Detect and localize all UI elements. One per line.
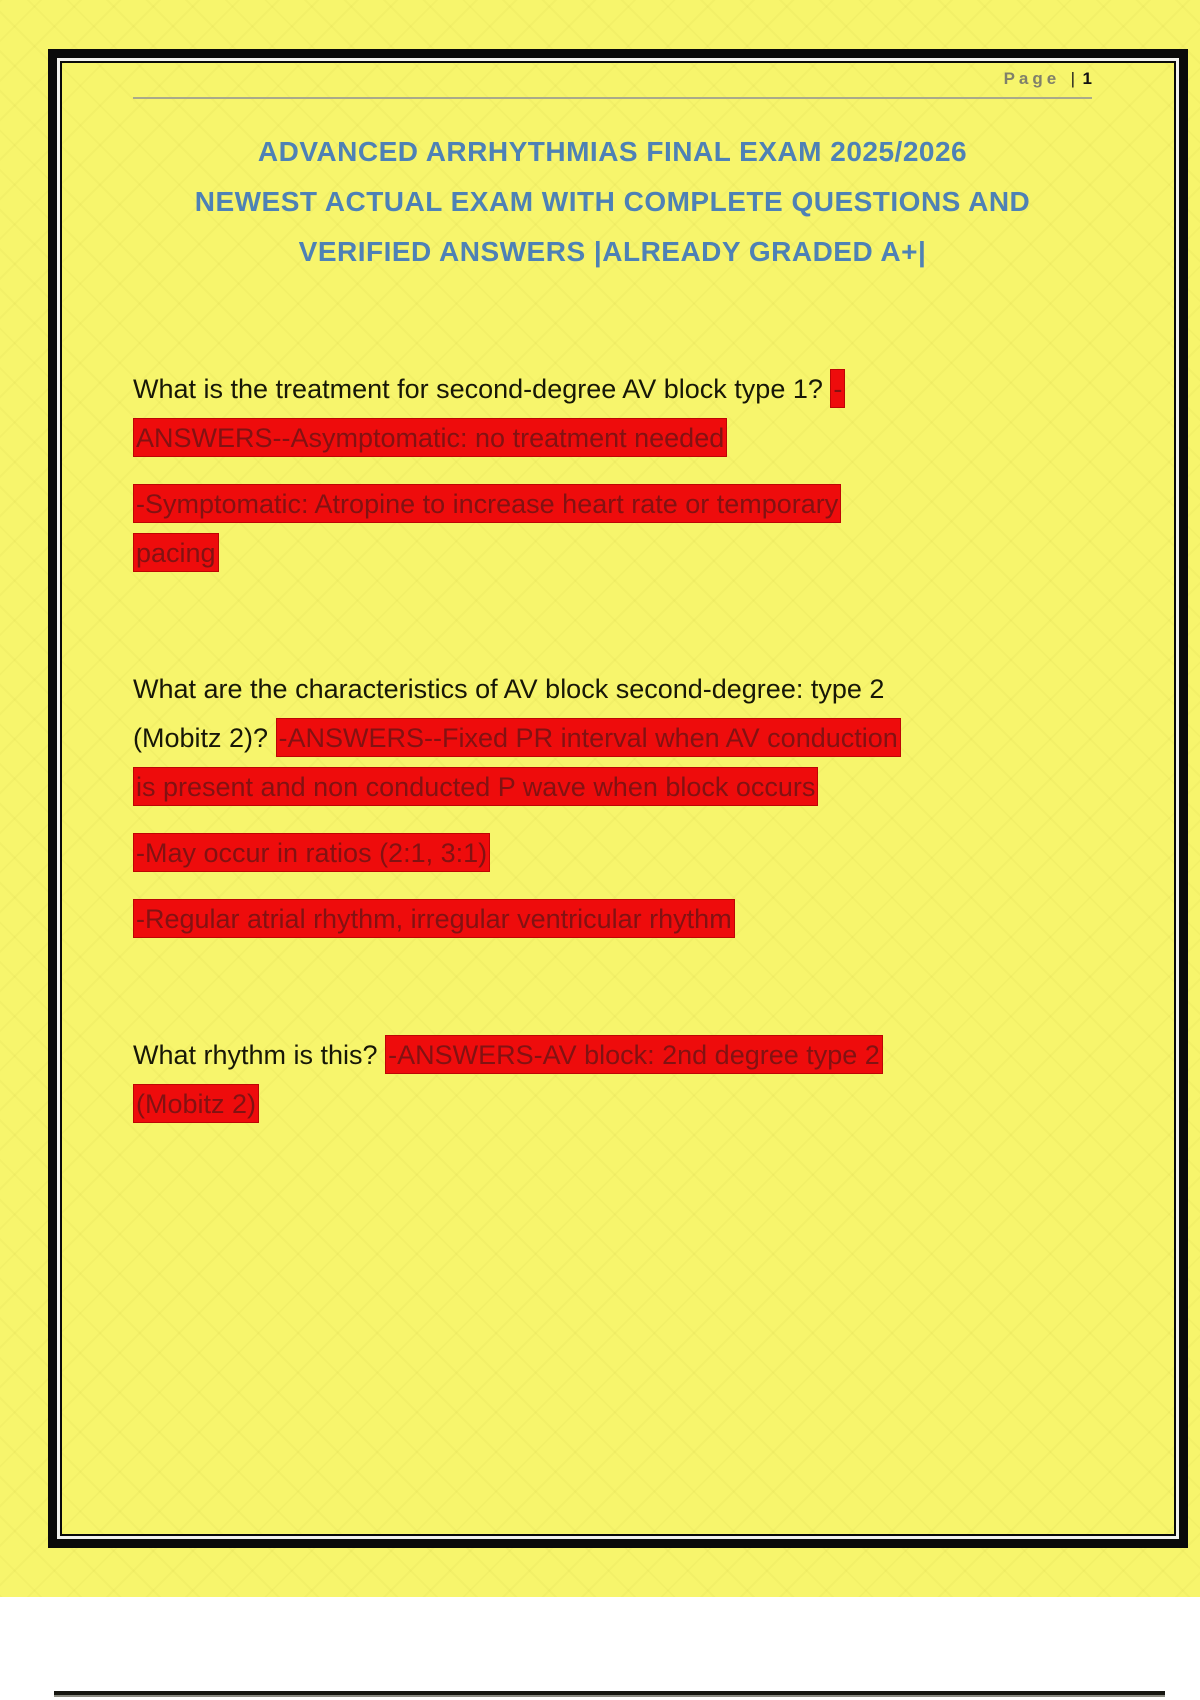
title-line-2: NEWEST ACTUAL EXAM WITH COMPLETE QUESTIONS AND [194,186,1031,217]
highlighted-answer-text: - [830,369,845,408]
highlighted-answer-text: pacing [133,533,219,572]
page-number: 1 [1082,69,1092,88]
qa-paragraph [133,480,1092,578]
highlighted-answer-text: -ANSWERS-AV block: 2nd degree type 2 [385,1035,883,1074]
paragraph-spacer [133,595,1092,665]
highlighted-answer-text: (Mobitz 2) [133,1084,259,1123]
title-line-1: ADVANCED ARRHYTHMIAS FINAL EXAM 2025/2026 [257,136,968,167]
qa-paragraph [133,1031,1092,1129]
question-text: What are the characteristics of AV block second-degree: type 2 [133,674,885,704]
text-line [133,1080,1092,1129]
highlighted-answer-text: -Regular atrial rhythm, irregular ventricular rhythm [133,899,735,938]
text-line [133,529,1092,578]
text-line [133,365,1092,414]
highlighted-answer-text: -ANSWERS--Fixed PR interval when AV conduction [276,718,901,757]
text-line [133,1031,1092,1080]
qa-paragraph [133,365,1092,463]
highlighted-answer-text: -May occur in ratios (2:1, 3:1) [133,833,490,872]
question-text: (Mobitz 2)? [133,723,276,753]
highlighted-answer-text: -Symptomatic: Atropine to increase heart rate or temporary [133,484,841,523]
page-border-frame [48,49,1188,1548]
text-line [133,763,1092,812]
title-line-3: VERIFIED ANSWERS |ALREADY GRADED A+| [298,236,927,267]
text-line [133,895,1092,944]
qa-paragraph [133,665,1092,812]
text-line [133,665,1092,714]
document-body [133,365,1092,1129]
page-label: Page [1003,69,1061,88]
qa-paragraph [133,895,1092,944]
text-line [133,829,1092,878]
text-line [133,714,1092,763]
text-line [133,414,1092,463]
question-text: What is the treatment for second-degree AV block type 1? [133,374,831,404]
highlighted-answer-text: is present and non conducted P wave when block occurs [133,767,818,806]
paragraph-spacer [133,961,1092,1031]
highlighted-answer-text: ANSWERS--Asymptomatic: no treatment needed [133,418,727,457]
next-page-top-border [54,1691,1165,1697]
question-text: What rhythm is this? [133,1040,386,1070]
document-title [133,127,1092,277]
page-header [133,65,1092,99]
page-content-area [60,61,1176,1536]
qa-paragraph [133,829,1092,878]
page-number-separator: | [1070,69,1076,88]
text-line [133,480,1092,529]
